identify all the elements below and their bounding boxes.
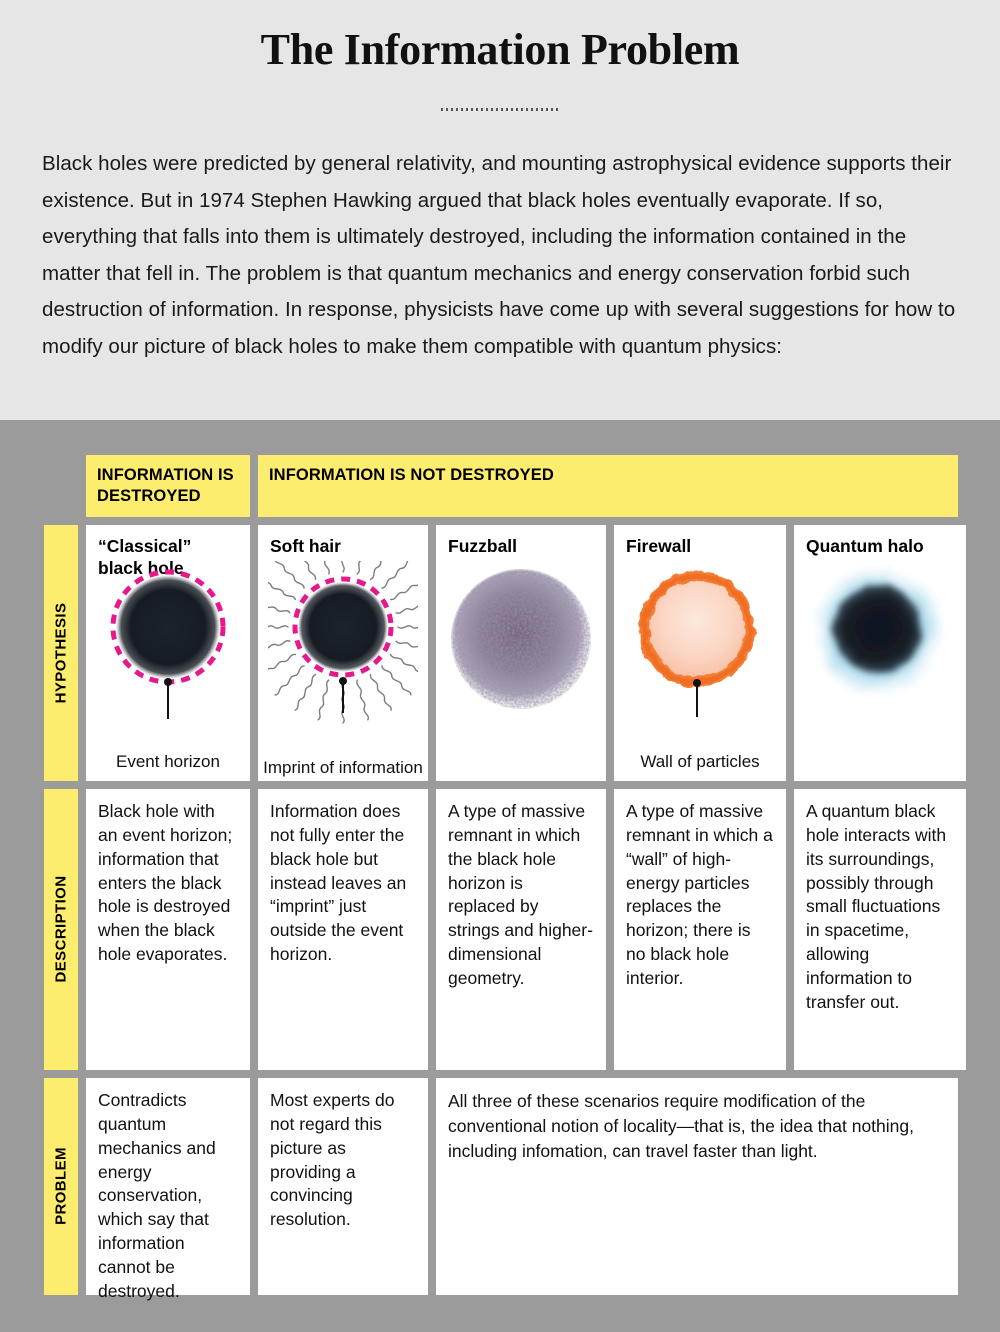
quantum-halo-icon — [800, 561, 960, 736]
banner-information-destroyed: INFORMATION IS DESTROYED — [86, 455, 250, 517]
cell-description-classical: Black hole with an event horizon; information that enters the black hole is destroyed when the black hole evaporates. — [86, 789, 250, 1070]
banner-row — [86, 455, 958, 517]
illustration-soft-hair — [258, 561, 428, 781]
firewall-icon — [625, 561, 775, 736]
cell-hypothesis-fuzzball — [436, 525, 606, 781]
hypothesis-title-classical: “Classical” black hole — [98, 535, 192, 578]
comparison-table-panel — [0, 420, 1000, 1332]
illustration-classical-black-hole — [86, 561, 250, 781]
row-label-hypothesis — [44, 525, 78, 781]
cell-problem-soft-hair: Most experts do not regard this picture as providing a convincing resolution. — [258, 1078, 428, 1295]
hypothesis-cells — [86, 525, 966, 781]
title-divider-wrap — [42, 98, 958, 116]
page-title: The Information Problem — [260, 25, 740, 74]
intro-paragraph: Black holes were predicted by general relativity, and mounting astrophysical evidence supports their existence. But in 1974 Stephen Hawking argued that black holes eventually evaporate. If so, everything that falls into them is ultimately destroyed, including the information contained in the matter that fell in. The problem is that quantum mechanics and energy conservation forbid such destruction of information. In response, physicists have come up with several suggestions for how to modify our picture of black holes to make them compatible with quantum physics: — [42, 152, 956, 358]
row-problem — [44, 1078, 958, 1301]
row-description — [44, 789, 958, 1070]
row-label-hypothesis-text: HYPOTHESIS — [52, 602, 70, 704]
cell-hypothesis-firewall — [614, 525, 786, 781]
row-hypothesis — [44, 525, 958, 781]
soft-hair-black-hole-icon — [268, 561, 418, 736]
cell-description-quantum-halo: A quantum black hole interacts with its surroundings, possibly through small fluctuations in spacetime, allowing information to transfer out. — [794, 789, 966, 1070]
cell-hypothesis-classical — [86, 525, 250, 781]
description-cells — [86, 789, 966, 1070]
comparison-grid — [44, 455, 958, 1301]
row-label-problem — [44, 1078, 78, 1295]
row-label-description-text: DESCRIPTION — [52, 875, 70, 983]
hypothesis-title-quantum-halo: Quantum halo — [806, 535, 924, 556]
illustration-firewall — [614, 561, 786, 781]
header — [0, 0, 1000, 420]
illustration-fuzzball — [436, 561, 606, 781]
caption-event-horizon: Event horizon — [116, 751, 220, 771]
cell-problem-merged: All three of these scenarios require modification of the conventional notion of locality—that is, the idea that nothing, including infomation, can travel faster than light. — [436, 1078, 958, 1295]
cell-hypothesis-quantum-halo — [794, 525, 966, 781]
classical-black-hole-icon — [98, 561, 238, 736]
hypothesis-title-firewall: Firewall — [626, 535, 692, 556]
problem-cells — [86, 1078, 958, 1301]
cell-description-fuzzball: A type of massive remnant in which the black hole horizon is replaced by strings and higher-dimensional geometry. — [436, 789, 606, 1070]
caption-imprint-of-information: Imprint of information — [263, 757, 423, 777]
fuzzball-icon — [446, 561, 596, 736]
hypothesis-title-fuzzball: Fuzzball — [448, 535, 518, 556]
caption-wall-of-particles: Wall of particles — [640, 751, 760, 771]
cell-problem-classical: Contradicts quantum mechanics and energy conservation, which say that information cannot be destroyed. — [86, 1078, 250, 1295]
row-label-problem-text: PROBLEM — [52, 1147, 70, 1226]
hypothesis-title-soft-hair: Soft hair — [270, 535, 341, 556]
cell-hypothesis-soft-hair — [258, 525, 428, 781]
dotted-divider-icon — [441, 108, 559, 111]
cell-description-firewall: A type of massive remnant in which a “wall” of high-energy particles replaces the horizon; there is no black hole interior. — [614, 789, 786, 1070]
row-label-description — [44, 789, 78, 1070]
cell-description-soft-hair: Information does not fully enter the black hole but instead leaves an “imprint” just outside the event horizon. — [258, 789, 428, 1070]
illustration-quantum-halo — [794, 561, 966, 781]
banner-information-not-destroyed: INFORMATION IS NOT DESTROYED — [258, 455, 958, 517]
